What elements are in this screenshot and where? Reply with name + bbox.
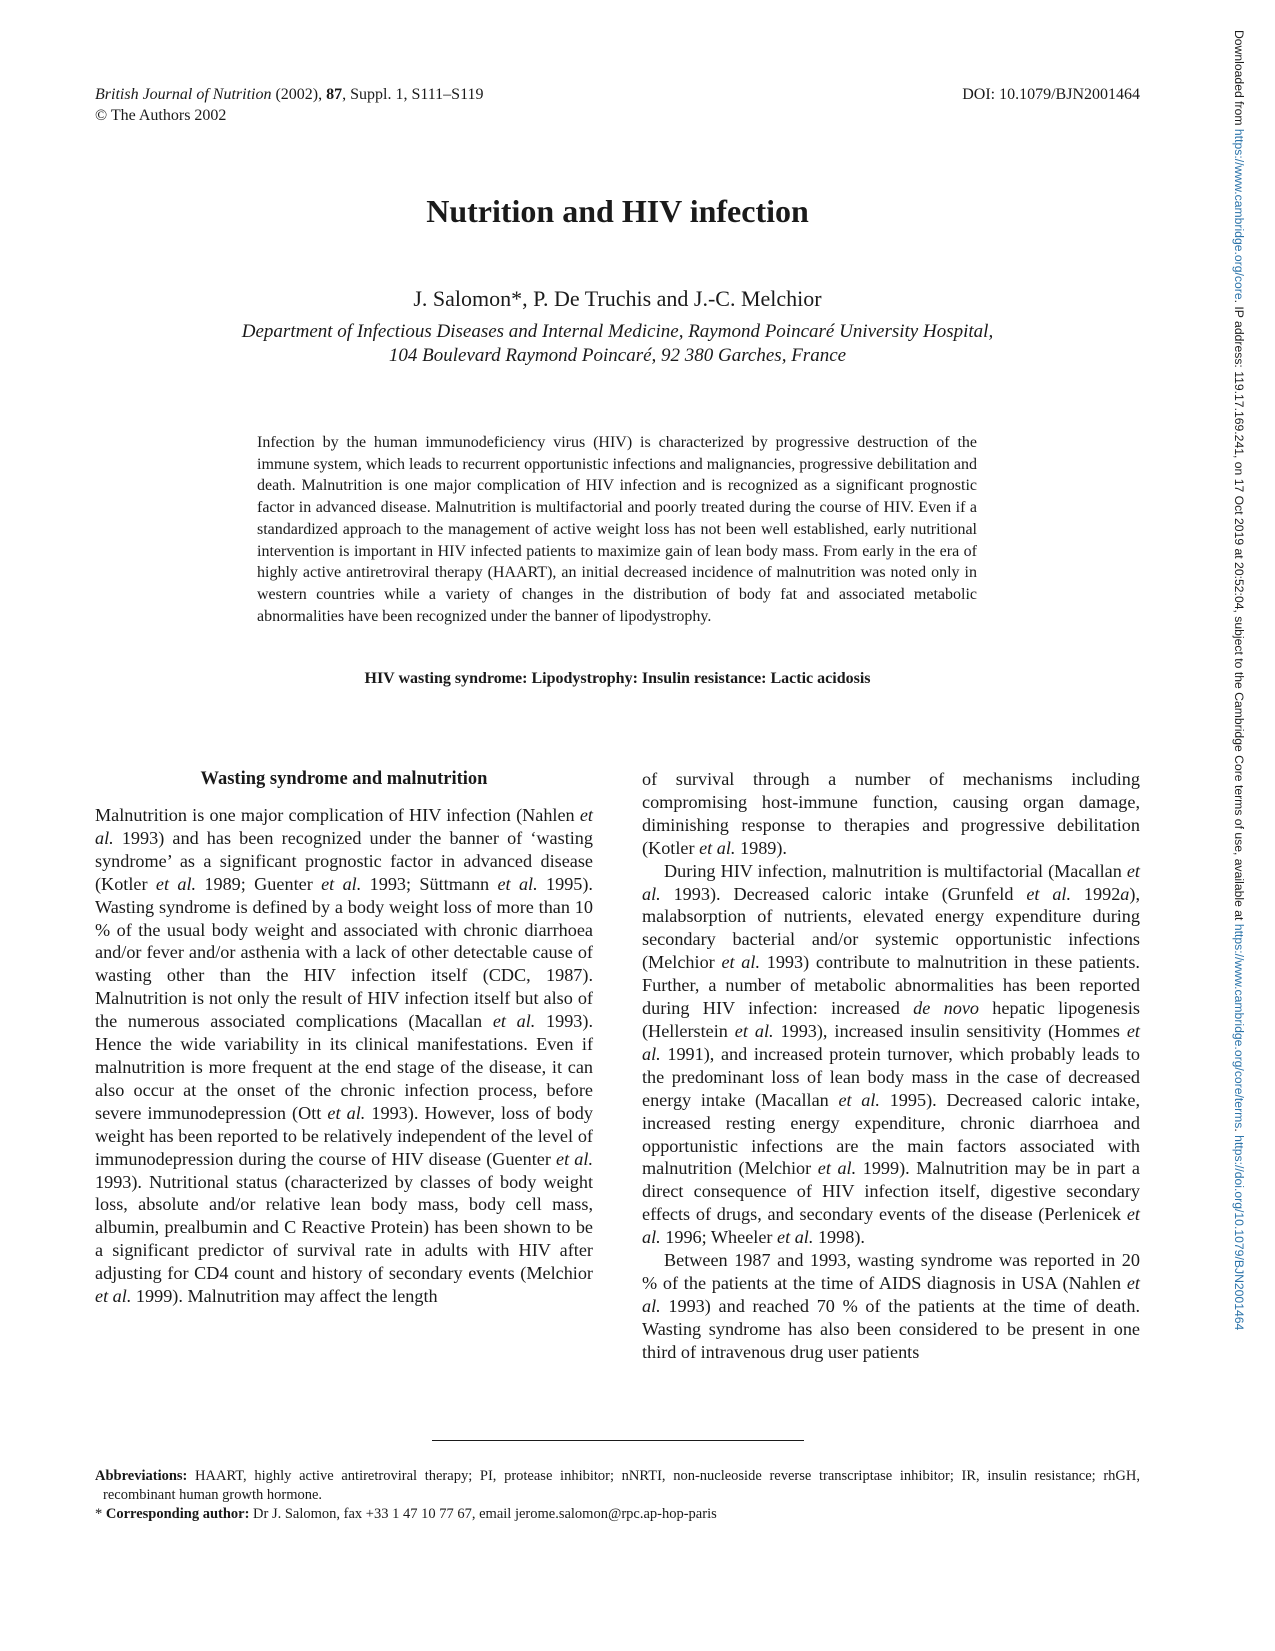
authors: J. Salomon*, P. De Truchis and J.-C. Melchior xyxy=(413,286,822,311)
text-run: 1993; Süttmann xyxy=(361,873,498,894)
italic-run: et al. xyxy=(95,1286,132,1307)
text-run: 1993). Decreased caloric intake (Grunfeld xyxy=(660,883,1027,904)
abbreviations-note xyxy=(95,1467,1140,1505)
text-run: 1993). However, loss of body weight has been reported to be relatively independent of the level of immunodepression during the course of HIV disease (Guenter xyxy=(95,1102,593,1169)
journal-name: British Journal of Nutrition xyxy=(95,86,272,103)
abbreviations-text: HAART, highly active antiretroviral therapy; PI, protease inhibitor; nNRTI, non-nucleoside reverse transcriptase inhibitor; IR, insulin resistance; rhGH, recombinant human growth hormone. xyxy=(103,1468,1140,1503)
text-run: 1993), increased insulin sensitivity (Hommes xyxy=(773,1020,1127,1041)
italic-run: et al. xyxy=(321,873,362,894)
affiliation xyxy=(0,320,1235,368)
text-run: Between 1987 and 1993, wasting syndrome was reported in 20 % of the patients at the time of AIDS diagnosis in USA (Nahlen xyxy=(642,1250,1140,1293)
text-run: 1993). Hence the wide variability in its clinical manifestations. Even if malnutrition is more frequent at the end stage of the disease, it can also occur at the onset of the chronic infection process, before severe immunodepression (Ott xyxy=(95,1011,593,1123)
doi-link[interactable]: https://doi.org/10.1079/BJN2001464 xyxy=(1232,1135,1246,1331)
text-run: 1993) and has been recognized under the banner of ‘wasting syndrome’ as a significant prognostic factor in advanced disease (Kotler xyxy=(95,827,593,894)
text-run: 1996; Wheeler xyxy=(660,1227,778,1248)
italic-run: et al. xyxy=(642,860,1140,904)
text-run: 1992 xyxy=(1071,883,1121,904)
text-run: Malnutrition is one major complication of HIV infection (Nahlen xyxy=(95,805,580,825)
italic-run: et al. xyxy=(699,837,736,858)
section-heading: Wasting syndrome and malnutrition xyxy=(200,769,488,789)
citation-line xyxy=(95,84,483,105)
cambridge-core-link[interactable]: https://www.cambridge.org/core xyxy=(1232,128,1246,300)
text-run: 1989; Guenter xyxy=(196,873,322,894)
italic-run: et al. xyxy=(642,1272,1140,1316)
download-notice xyxy=(1229,30,1249,1520)
citation-year: (2002), xyxy=(271,86,327,103)
notice-part-3: . xyxy=(1232,1128,1246,1136)
italic-run: et al. xyxy=(734,1020,774,1041)
italic-run: et al. xyxy=(642,1204,1140,1248)
journal-citation xyxy=(95,84,483,126)
footnotes xyxy=(95,1467,1140,1524)
text-run: of survival through a number of mechanisms including compromising host-immune function, causing organ damage, diminishing response to therapies and progressive debilitation (Kotler xyxy=(642,769,1140,858)
italic-run: et al. xyxy=(155,873,197,894)
italic-run: de novo xyxy=(913,998,979,1019)
terms-link[interactable]: https://www.cambridge.org/core/terms xyxy=(1232,923,1246,1129)
corresponding-author-text: Dr J. Salomon, fax +33 1 47 10 77 67, email jerome.salomon@rpc.ap-hop-paris xyxy=(249,1506,717,1522)
paragraph xyxy=(95,804,593,1308)
italic-run: et al. xyxy=(327,1102,366,1123)
text-run: 1995). Decreased caloric intake, increased resting energy expenditure, chronic diarrhoea and opportunistic infections are the main factors associated with malnutrition (Melchior xyxy=(642,1089,1140,1179)
citation-volume: 87 xyxy=(326,86,343,103)
italic-run: a xyxy=(1120,883,1130,904)
italic-run: et al. xyxy=(492,1011,536,1032)
text-run: 1991), and increased protein turnover, which probably leads to the predominant loss of lean body mass in the case of decreased energy intake (Macallan xyxy=(642,1043,1140,1110)
paragraph xyxy=(642,860,1140,1249)
paragraph xyxy=(642,1249,1140,1364)
text-run: 1999). Malnutrition may affect the length xyxy=(131,1286,438,1307)
affiliation-line-1: Department of Infectious Diseases and Internal Medicine, Raymond Poincaré University Hospital, xyxy=(241,321,994,342)
text-run: 1993). Nutritional status (characterized by classes of body weight loss, absolute and/or relative lean body mass, body cell mass, albumin, prealbumin and C Reactive Protein) has been shown to be a significant predictor of survival rate in adults with HIV after adjusting for CD4 count and history of secondary events (Melchior xyxy=(95,1171,593,1284)
keywords: HIV wasting syndrome: Lipodystrophy: Insulin resistance: Lactic acidosis xyxy=(364,670,871,687)
italic-run: et al. xyxy=(777,1227,814,1248)
italic-run: et al. xyxy=(95,805,593,848)
notice-part-2: . IP address: 119.17.169.241, on 17 Oct 2019 at 20:52:04, subject to the Cambridge Core terms of use, available at xyxy=(1232,299,1246,924)
notice-part-1: Downloaded from xyxy=(1232,30,1246,129)
corresponding-author-note xyxy=(95,1505,1140,1524)
text-run: 1993) contribute to malnutrition in these patients. Further, a number of metabolic abnormalities has been reported during HIV infection: increased xyxy=(642,952,1140,1019)
text-run: hepatic lipogenesis (Hellerstein xyxy=(642,998,1140,1041)
italic-run: et al. xyxy=(721,952,761,973)
italic-run: et al. xyxy=(497,873,538,894)
text-run: 1995). Wasting syndrome is defined by a body weight loss of more than 10 % of the usual body weight and associated with chronic diarrhoea and/or fever and/or asthenia with a lack of other detectable cause of wasting other than the HIV infection itself (CDC, 1987). Malnutrition is not only the result of HIV infection itself but also of the numerous associated complications (Macallan xyxy=(95,873,593,1032)
footnote-star: * xyxy=(95,1506,106,1522)
text-run: During HIV infection, malnutrition is multifactorial (Macallan xyxy=(664,860,1127,881)
text-run: 1998). xyxy=(813,1227,865,1248)
italic-run: et al. xyxy=(838,1089,880,1110)
italic-run: et al. xyxy=(556,1148,593,1169)
italic-run: et al. xyxy=(817,1158,857,1179)
corresponding-author-label: Corresponding author: xyxy=(105,1506,250,1522)
italic-run: et al. xyxy=(1026,883,1072,904)
footnote-divider xyxy=(432,1440,804,1441)
paragraph xyxy=(642,768,1140,860)
doi: DOI: 10.1079/BJN2001464 xyxy=(962,86,1140,103)
article-title: Nutrition and HIV infection xyxy=(426,193,809,229)
italic-run: et al. xyxy=(642,1020,1140,1064)
text-run: ), malabsorption of nutrients, elevated energy expenditure during secondary bacterial and/or systemic opportunistic infections (Melchior xyxy=(642,883,1140,973)
citation-pages: , Suppl. 1, S111–S119 xyxy=(342,86,484,103)
affiliation-line-2: 104 Boulevard Raymond Poincaré, 92 380 Garches, France xyxy=(388,345,847,366)
right-column xyxy=(642,768,1140,1364)
text-run: 1989). xyxy=(735,837,787,858)
abstract: Infection by the human immunodeficiency virus (HIV) is characterized by progressive destruction of the immune system, which leads to recurrent opportunistic infections and malignancies, progressive debilitation and death. Malnutrition is one major complication of HIV infection and is recognized as a significant prognostic factor in advanced disease. Malnutrition is multifactorial and poorly treated during the course of HIV. Even if a standardized approach to the management of active weight loss has not been well established, early nutritional intervention is important in HIV infected patients to maximize gain of lean body mass. From early in the era of highly active antiretroviral therapy (HAART), an initial decreased incidence of malnutrition was noted only in western countries while a variety of changes in the distribution of body fat and associated metabolic abnormalities have been recognized under the banner of lipodystrophy. xyxy=(257,434,977,625)
copyright: © The Authors 2002 xyxy=(95,107,227,124)
left-column xyxy=(95,768,593,1308)
abbreviations-label: Abbreviations: xyxy=(95,1468,188,1484)
text-run: 1999). Malnutrition may be in part a direct consequence of HIV infection itself, digestive secondary effects of drugs, and secondary events of the disease (Perlenicek xyxy=(642,1158,1140,1225)
text-run: 1993) and reached 70 % of the patients at the time of death. Wasting syndrome has also been considered to be present in one third of intravenous drug user patients xyxy=(642,1295,1140,1362)
download-notice-text xyxy=(1229,30,1249,1520)
